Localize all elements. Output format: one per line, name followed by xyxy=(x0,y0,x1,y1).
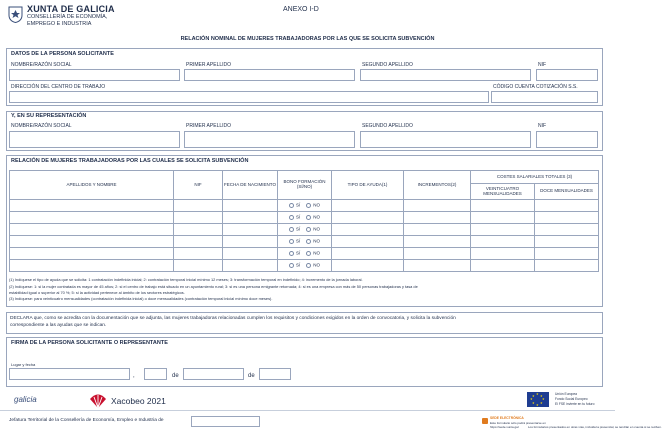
cell-nif[interactable] xyxy=(174,236,223,248)
xacobeo-logo: Xacobeo 2021 xyxy=(111,396,166,406)
cell-names[interactable] xyxy=(10,212,174,224)
cell-nif[interactable] xyxy=(174,200,223,212)
rep-nif-label: NIF xyxy=(538,123,547,129)
place-field[interactable] xyxy=(9,368,130,380)
table-row xyxy=(10,224,599,236)
no-radio[interactable] xyxy=(306,239,311,244)
col-header-aid-type: TIPO DE AYUDA(1) xyxy=(332,171,404,200)
cell-12-months[interactable] xyxy=(535,260,599,272)
applicant-ccc-field[interactable] xyxy=(491,91,598,103)
table-row xyxy=(10,236,599,248)
applicant-ccc-label: CÓDIGO CUENTA COTIZACIÓN S.S. xyxy=(493,84,578,90)
cell-increments[interactable] xyxy=(404,260,471,272)
note-2b: estabilidad igual o superior al 70 %; 5: si la actividad pertenece al ámbito de los sectores estratégicos. xyxy=(9,290,185,295)
comma-separator: , xyxy=(133,373,135,379)
galicia-logo: galicia xyxy=(14,395,37,404)
yes-radio[interactable] xyxy=(289,263,294,268)
cell-24-months[interactable] xyxy=(471,260,535,272)
sede-text-1: Este formulario sólo podrá presentarse en xyxy=(490,421,546,425)
yes-radio[interactable] xyxy=(289,239,294,244)
cell-aid-type[interactable] xyxy=(332,236,404,248)
cell-12-months[interactable] xyxy=(535,212,599,224)
applicant-nif-field[interactable] xyxy=(536,69,598,81)
cell-training: SÍ NO xyxy=(278,236,332,248)
col-header-12-months: DOCE MENSUALIDADES xyxy=(535,184,599,200)
table-row xyxy=(10,212,599,224)
rep-name-label: NOMBRE/RAZÓN SOCIAL xyxy=(11,123,72,129)
cell-24-months[interactable] xyxy=(471,236,535,248)
applicant-surname1-label: PRIMER APELLIDO xyxy=(186,62,232,68)
cell-increments[interactable] xyxy=(404,200,471,212)
declaration-line1: DECLARA que, como se acredita con la documentación que se adjunta, las mujeres trabajadoras relacionadas cumplen los requisitos y condiciones exigidos en la orden de convocatoria, y solicita la subvención xyxy=(10,316,456,321)
eu-text-3: El FSE invierte en tu futuro xyxy=(555,402,595,406)
year-field[interactable] xyxy=(259,368,291,380)
cell-nif[interactable] xyxy=(174,248,223,260)
cell-24-months[interactable] xyxy=(471,212,535,224)
applicant-heading: DATOS DE LA PERSONA SOLICITANTE xyxy=(11,51,114,57)
form-title: RELACIÓN NOMINAL DE MUJERES TRABAJADORAS POR LAS QUE SE SOLICITA SUBVENCIÓN xyxy=(180,36,435,42)
note-1: (1) Indíquese el tipo de ayuda que se solicita: 1 contratación indefinida inicial; 2: contratación temporal inicial mínimo 12 meses; 3: transformación temporal en indefinido; 4: incremento de la jornada laboral. xyxy=(9,277,363,282)
declaration-line2: correspondiente a las ayudas que se indican. xyxy=(10,323,107,328)
applicant-address-label: DIRECCIÓN DEL CENTRO DE TRABAJO xyxy=(11,84,106,90)
rep-nif-field[interactable] xyxy=(536,131,598,148)
applicant-nif-label: NIF xyxy=(538,62,547,68)
table-row xyxy=(10,200,599,212)
place-date-label: Lugar y fecha xyxy=(11,362,36,367)
cell-training: SÍ NO xyxy=(278,248,332,260)
cell-nif[interactable] xyxy=(174,212,223,224)
cell-birth[interactable] xyxy=(223,236,278,248)
cell-increments[interactable] xyxy=(404,236,471,248)
sede-text-3: Los formularios presentados en otras vías, incluida la presencial, se tendrán en cuenta si se reciben. xyxy=(528,425,662,429)
addressee-label: Jefatura Territorial de la Consellería de Economía, Empleo e Industria de xyxy=(9,418,164,423)
cell-increments[interactable] xyxy=(404,248,471,260)
cell-increments[interactable] xyxy=(404,212,471,224)
applicant-surname2-field[interactable] xyxy=(360,69,531,81)
annex-label: ANEXO I-D xyxy=(283,6,319,13)
no-radio[interactable] xyxy=(306,263,311,268)
no-radio[interactable] xyxy=(306,227,311,232)
cell-nif[interactable] xyxy=(174,260,223,272)
cell-24-months[interactable] xyxy=(471,248,535,260)
applicant-surname1-field[interactable] xyxy=(184,69,355,81)
eu-flag-icon: ★ ★ ★ ★ ★ ★ ★ ★ xyxy=(527,392,549,407)
xacobeo-shell-icon xyxy=(88,393,108,409)
col-header-names: APELLIDOS Y NOMBRE xyxy=(10,171,174,200)
cell-training: SÍ NO xyxy=(278,212,332,224)
representative-heading: Y, EN SU REPRESENTACIÓN xyxy=(11,113,87,119)
cell-aid-type[interactable] xyxy=(332,212,404,224)
rep-name-field[interactable] xyxy=(9,131,180,148)
applicant-name-label: NOMBRE/RAZÓN SOCIAL xyxy=(11,62,72,68)
dept-line1: CONSELLERÍA DE ECONOMÍA, xyxy=(27,14,108,20)
yes-radio[interactable] xyxy=(289,215,294,220)
cell-birth[interactable] xyxy=(223,248,278,260)
cell-names[interactable] xyxy=(10,260,174,272)
xunta-shield-logo xyxy=(8,6,23,23)
addressee-field[interactable] xyxy=(191,416,260,427)
cell-12-months[interactable] xyxy=(535,236,599,248)
cell-24-months[interactable] xyxy=(471,224,535,236)
rep-surname2-label: SEGUNDO APELLIDO xyxy=(362,123,413,129)
rep-surname2-field[interactable] xyxy=(360,131,531,148)
cell-12-months[interactable] xyxy=(535,200,599,212)
cell-names[interactable] xyxy=(10,200,174,212)
no-radio[interactable] xyxy=(306,203,311,208)
day-field[interactable] xyxy=(144,368,167,380)
yes-radio[interactable] xyxy=(289,251,294,256)
cell-training: SÍ NO xyxy=(278,200,332,212)
org-name: XUNTA DE GALICIA xyxy=(27,4,115,14)
note-3: (3) Indíquese: para veinticuatro mensualidades (contratación indefinida inicial) o doce mensualidades (contratación temporal inicial mínimo doce meses). xyxy=(9,296,273,301)
yes-radio[interactable] xyxy=(289,227,294,232)
rep-surname1-field[interactable] xyxy=(184,131,355,148)
col-header-24-months: VEINTICUATRO MENSUALIDADES xyxy=(471,184,535,200)
signature-heading: FIRMA DE LA PERSONA SOLICITANTE O REPRESENTANTE xyxy=(11,340,168,346)
cell-increments[interactable] xyxy=(404,224,471,236)
cell-birth[interactable] xyxy=(223,260,278,272)
table-row xyxy=(10,260,599,272)
month-field[interactable] xyxy=(183,368,244,380)
applicant-surname2-label: SEGUNDO APELLIDO xyxy=(362,62,413,68)
sede-icon xyxy=(482,418,488,424)
rep-surname1-label: PRIMER APELLIDO xyxy=(186,123,232,129)
cell-aid-type[interactable] xyxy=(332,224,404,236)
cell-birth[interactable] xyxy=(223,212,278,224)
col-header-nif: NIF xyxy=(174,171,223,200)
de-separator-1: de xyxy=(172,373,179,379)
cell-training: SÍ NO xyxy=(278,224,332,236)
cell-aid-type[interactable] xyxy=(332,248,404,260)
no-radio[interactable] xyxy=(306,251,311,256)
cell-12-months[interactable] xyxy=(535,248,599,260)
cell-12-months[interactable] xyxy=(535,224,599,236)
col-header-birth: FECHA DE NACIMIENTO xyxy=(223,171,278,200)
dept-line2: EMPREGO E INDUSTRIA xyxy=(27,21,92,27)
cell-nif[interactable] xyxy=(174,224,223,236)
cell-aid-type[interactable] xyxy=(332,260,404,272)
cell-aid-type[interactable] xyxy=(332,200,404,212)
col-header-increments: INCREMENTOS(2) xyxy=(404,171,471,200)
cell-names[interactable] xyxy=(10,248,174,260)
eu-text-2: Fondo Social Europeo xyxy=(555,397,588,401)
table-row xyxy=(10,248,599,260)
eu-text-1: Unión Europea xyxy=(555,392,577,396)
col-header-costs: COSTES SALARIALES TOTALES (3) xyxy=(471,171,599,184)
relation-heading: RELACIÓN DE MUJERES TRABAJADORAS POR LAS CUALES SE SOLICITA SUBVENCIÓN xyxy=(11,158,249,164)
applicant-name-field[interactable] xyxy=(9,69,180,81)
col-header-training: BONO FORMACIÓN (SÍ/NO) xyxy=(278,171,332,200)
yes-radio[interactable] xyxy=(289,203,294,208)
cell-birth[interactable] xyxy=(223,200,278,212)
women-workers-table xyxy=(9,170,599,272)
cell-names[interactable] xyxy=(10,224,174,236)
sede-label: SEDE ELECTRÓNICA xyxy=(490,416,524,420)
cell-names[interactable] xyxy=(10,236,174,248)
de-separator-2: de xyxy=(248,373,255,379)
cell-24-months[interactable] xyxy=(471,200,535,212)
sede-link[interactable]: https://sede.xunta.gal xyxy=(490,425,519,429)
note-2a: (2) Indíquese: 1: si la mujer contratada es mayor de 45 años; 2: si el centro de trabajo está situado en un ayuntamiento rural; 3: si es una persona emigrante retornada; 4: si es una empresa con más de 50 personas trabajadoras y tasa de xyxy=(9,284,418,289)
no-radio[interactable] xyxy=(306,215,311,220)
cell-birth[interactable] xyxy=(223,224,278,236)
applicant-address-field[interactable] xyxy=(9,91,489,103)
cell-training: SÍ NO xyxy=(278,260,332,272)
footer-divider xyxy=(0,410,615,411)
